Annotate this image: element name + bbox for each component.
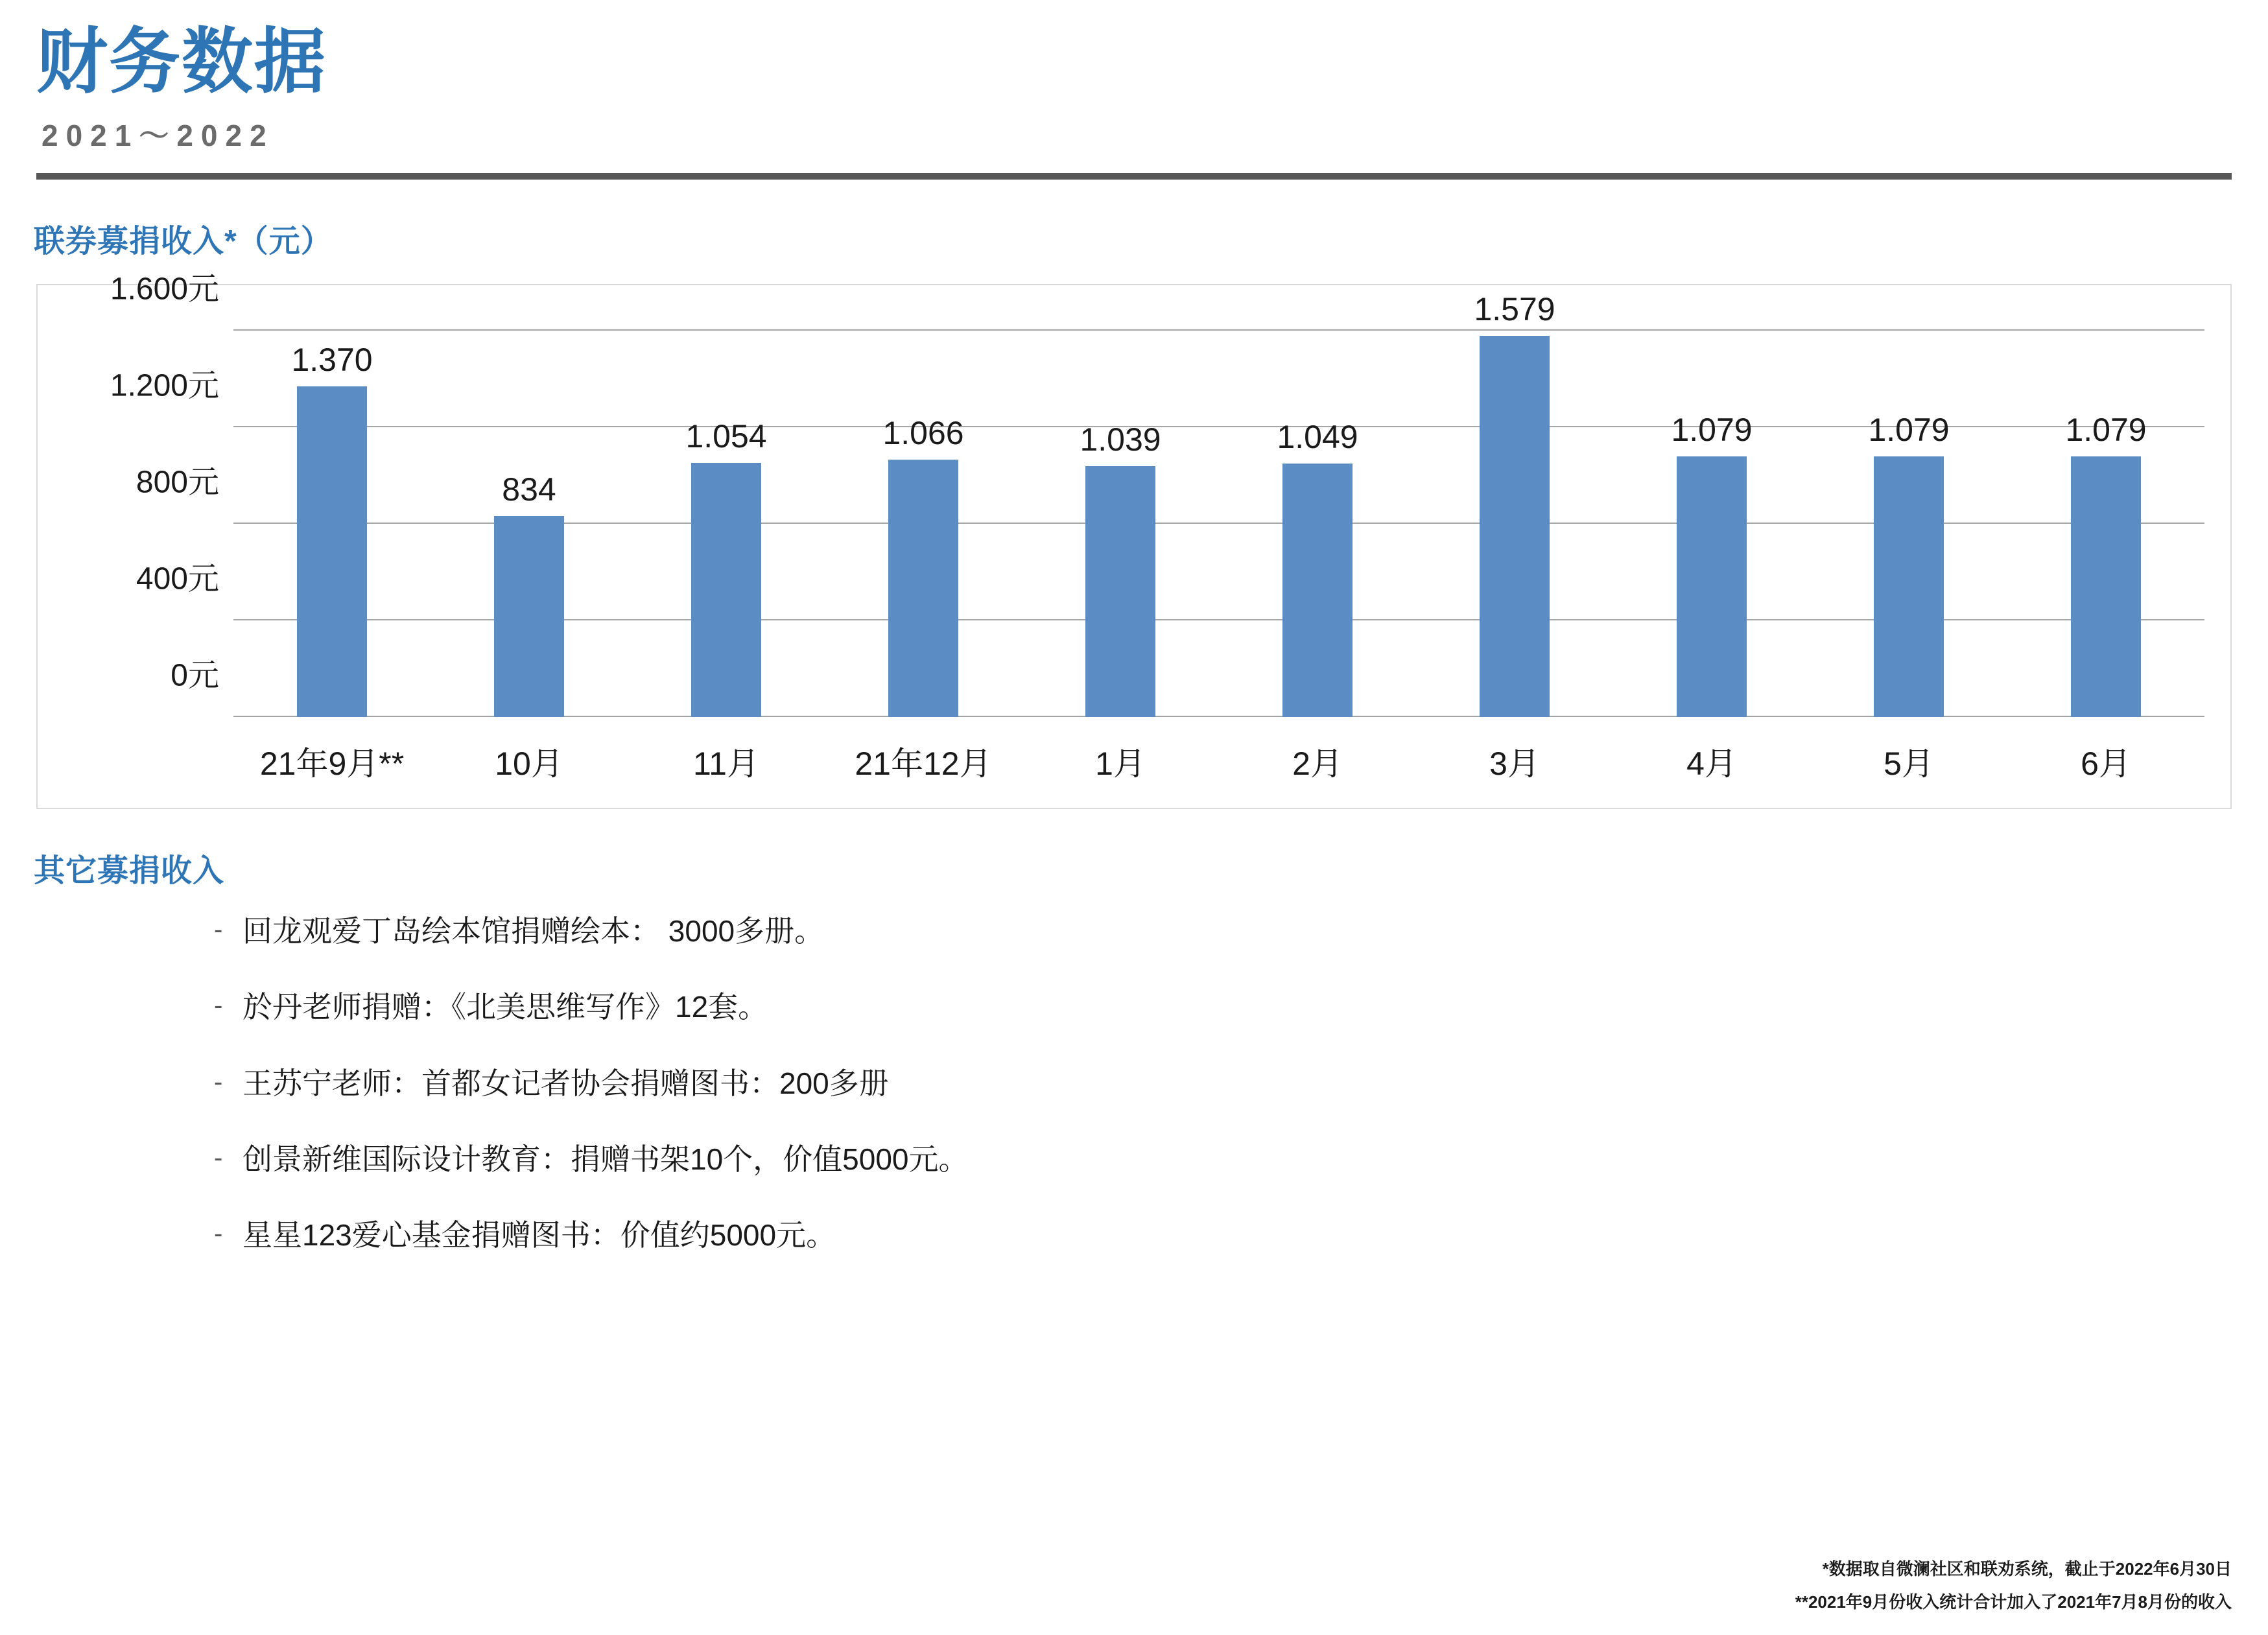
chart-x-tick-label: 1月 — [1095, 746, 1146, 782]
list-item — [214, 913, 2268, 949]
page-subtitle: 2021～2022 — [41, 119, 274, 153]
chart-y-tick-label: 1.600元 — [110, 272, 219, 307]
footnote-text: *数据取自微澜社区和联劝系统，截止于2022年6月30日 — [1822, 1559, 2232, 1579]
list-item-text: 王苏宁老师：首都女记者协会捐赠图书：200多册 — [242, 1066, 889, 1100]
bullet-dash-icon: - — [214, 1219, 223, 1248]
chart-bar-value-label: 1.079 — [1671, 412, 1753, 449]
chart-x-tick-label: 21年9月** — [259, 746, 405, 782]
chart-bar[interactable] — [1671, 412, 1753, 717]
other-income-list — [0, 913, 2268, 1253]
chart-bar-slot — [2007, 331, 2204, 717]
chart-bar[interactable] — [1080, 421, 1161, 717]
chart-x-tick-label: 11月 — [693, 746, 759, 782]
chart-bar-value-label: 834 — [502, 471, 556, 508]
chart-y-tick-label: 1.200元 — [110, 368, 219, 403]
chart-x-tick-label: 21年12月 — [855, 746, 992, 782]
chart-bar-value-label: 1.039 — [1080, 421, 1161, 458]
other-income-section-title: 其它募捐收入 — [34, 854, 225, 889]
bullet-dash-icon: - — [214, 915, 223, 945]
chart-bar[interactable] — [1868, 412, 1950, 717]
chart-bar[interactable] — [2065, 412, 2147, 717]
chart-bar[interactable] — [291, 341, 373, 717]
list-item — [214, 1217, 2268, 1253]
chart-plot-area — [110, 272, 2204, 717]
bullet-dash-icon: - — [214, 991, 223, 1020]
list-item-text: 创景新维国际设计教育：捐赠书架10个，价值5000元。 — [242, 1142, 969, 1176]
chart-bar[interactable] — [1277, 419, 1358, 717]
chart-y-tick-label: 0元 — [171, 658, 219, 693]
chart-bar-slot — [1810, 331, 2007, 717]
donation-income-bar-chart — [36, 272, 2232, 809]
chart-bar[interactable] — [685, 418, 767, 718]
list-item — [214, 1142, 2268, 1177]
bullet-dash-icon: - — [214, 1067, 223, 1096]
chart-x-tick-label: 4月 — [1686, 746, 1737, 782]
bullet-dash-icon: - — [214, 1143, 223, 1172]
chart-bar-value-label: 1.079 — [1868, 412, 1950, 449]
chart-x-tick-label: 10月 — [495, 746, 563, 782]
footnotes — [1795, 1547, 2232, 1613]
page-title: 财务数据 — [36, 22, 327, 102]
chart-bar[interactable] — [882, 415, 964, 717]
chart-bar-slot — [825, 331, 1022, 717]
chart-bar-value-label: 1.079 — [2065, 412, 2147, 449]
footnote-text: **2021年9月份收入统计合计加入了2021年7月8月份的收入 — [1795, 1592, 2232, 1612]
list-item-text: 星星123爱心基金捐赠图书：价值约5000元。 — [242, 1217, 836, 1252]
chart-x-tick-label: 5月 — [1884, 746, 1934, 782]
chart-bars — [233, 291, 2204, 717]
chart-bar-value-label: 1.066 — [882, 415, 964, 452]
chart-bar-value-label: 1.049 — [1277, 419, 1358, 456]
chart-bar-slot — [431, 331, 628, 717]
list-item-text: 於丹老师捐赠：《北美思维写作》12套。 — [242, 990, 768, 1024]
header-divider — [36, 173, 2232, 180]
list-item — [214, 1066, 2268, 1101]
chart-bar-value-label: 1.054 — [685, 418, 767, 454]
chart-bar-slot — [628, 331, 825, 717]
chart-bar-slot — [1416, 291, 1613, 717]
chart-section-title: 联券募捐收入*（元） — [34, 224, 333, 259]
list-item — [214, 989, 2268, 1025]
chart-bar-slot — [1022, 331, 1219, 717]
chart-bar[interactable] — [494, 471, 564, 718]
chart-bar[interactable] — [1474, 291, 1555, 717]
chart-y-tick-label: 400元 — [136, 561, 219, 596]
chart-category-axis — [233, 738, 2204, 784]
chart-x-tick-label: 3月 — [1489, 746, 1540, 782]
chart-bar-slot — [233, 331, 431, 717]
chart-x-tick-label: 6月 — [2081, 746, 2131, 782]
page-header — [0, 0, 2268, 155]
chart-bar-value-label: 1.370 — [291, 341, 373, 378]
chart-bar-slot — [1219, 331, 1416, 717]
chart-x-tick-label: 2月 — [1292, 746, 1343, 782]
list-item-text: 回龙观爱丁岛绘本馆捐赠绘本： 3000多册。 — [242, 914, 825, 948]
chart-y-tick-label: 800元 — [136, 465, 219, 500]
chart-bar-slot — [1613, 331, 1810, 717]
chart-bar-value-label: 1.579 — [1474, 291, 1555, 328]
